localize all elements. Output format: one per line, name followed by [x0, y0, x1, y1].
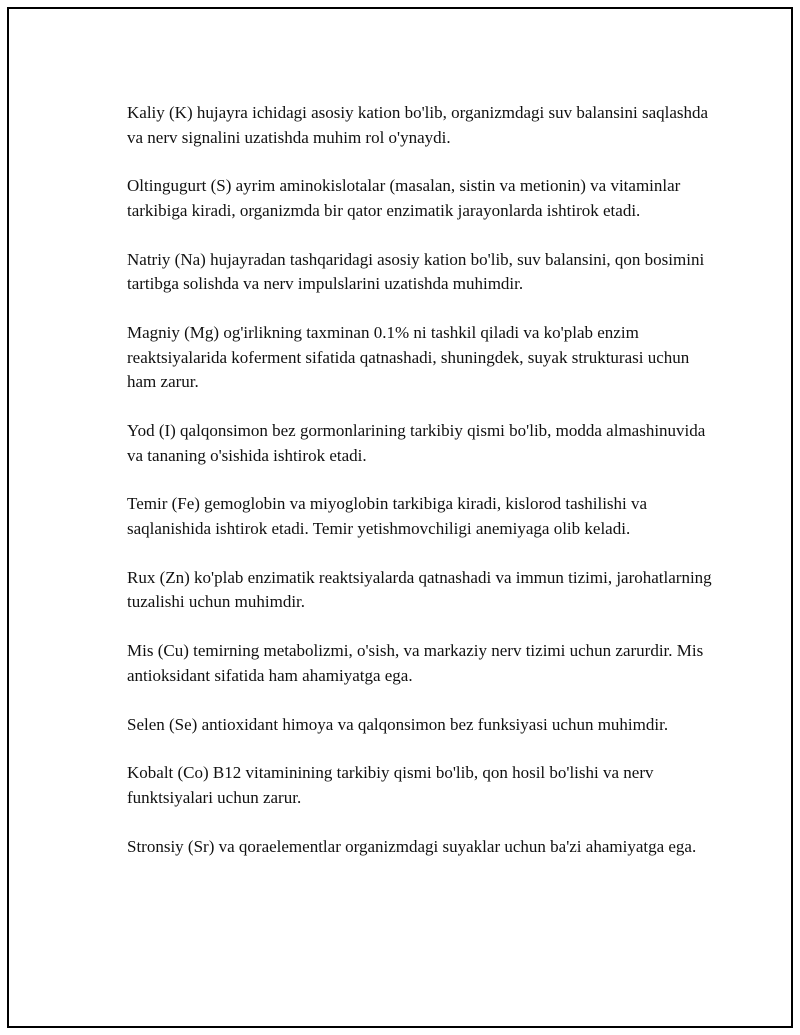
document-body	[127, 101, 712, 884]
paragraph-iron: Temir (Fe) gemoglobin va miyoglobin tarkibiga kiradi, kislorod tashilishi va saqlanishida ishtirok etadi. Temir yetishmovchiligi anemiyaga olib keladi.	[127, 494, 648, 539]
paragraph-sulfur: Oltingugurt (S) ayrim aminokislotalar (masalan, sistin va metionin) va vitaminlar tarkibiga kiradi, organizmda bir qator enzimatik jarayonlarda ishtirok etadi.	[127, 176, 681, 220]
paragraph-copper: Mis (Cu) temirning metabolizmi, o'sish, va markaziy nerv tizimi uchun zarurdir. Mis antioksidant sifatida ham ahamiyatga ega.	[127, 641, 704, 685]
paragraph-cobalt: Kobalt (Co) B12 vitaminining tarkibiy qismi bo'lib, qon hosil bo'lishi va nerv funktsiyalari uchun zarur.	[127, 763, 654, 807]
paragraph-zinc: Rux (Zn) ko'plab enzimatik reaktsiyalarda qatnashadi va immun tizimi, jarohatlarning tuzalishi uchun muhimdir.	[127, 567, 712, 612]
paragraph-strontium: Stronsiy (Sr) va qoraelementlar organizmdagi suyaklar uchun ba'zi ahamiyatga ega.	[127, 836, 697, 856]
paragraph-potassium: Kaliy (K) hujayra ichidagi asosiy kation bo'lib, organizmdagi suv balansini saqlashda va nerv signalini uzatishda muhim rol o'ynaydi.	[127, 103, 709, 147]
paragraph-magnesium: Magniy (Mg) og'irlikning taxminan 0.1% ni tashkil qiladi va ko'plab enzim reaktsiyalarida koferment sifatida qatnashadi, shuningdek, suyak strukturasi uchun ham zarur.	[127, 323, 690, 392]
paragraph-iodine: Yod (I) qalqonsimon bez gormonlarining tarkibiy qismi bo'lib, modda almashinuvida va tananing o'sishida ishtirok etadi.	[127, 421, 706, 465]
page-frame	[7, 7, 793, 1028]
paragraph-sodium: Natriy (Na) hujayradan tashqaridagi asosiy kation bo'lib, suv balansini, qon bosimini tartibga solishda va nerv impulslarini uzatishda muhimdir.	[127, 249, 705, 294]
paragraph-selenium: Selen (Se) antioxidant himoya va qalqonsimon bez funksiyasi uchun muhimdir.	[127, 714, 669, 734]
